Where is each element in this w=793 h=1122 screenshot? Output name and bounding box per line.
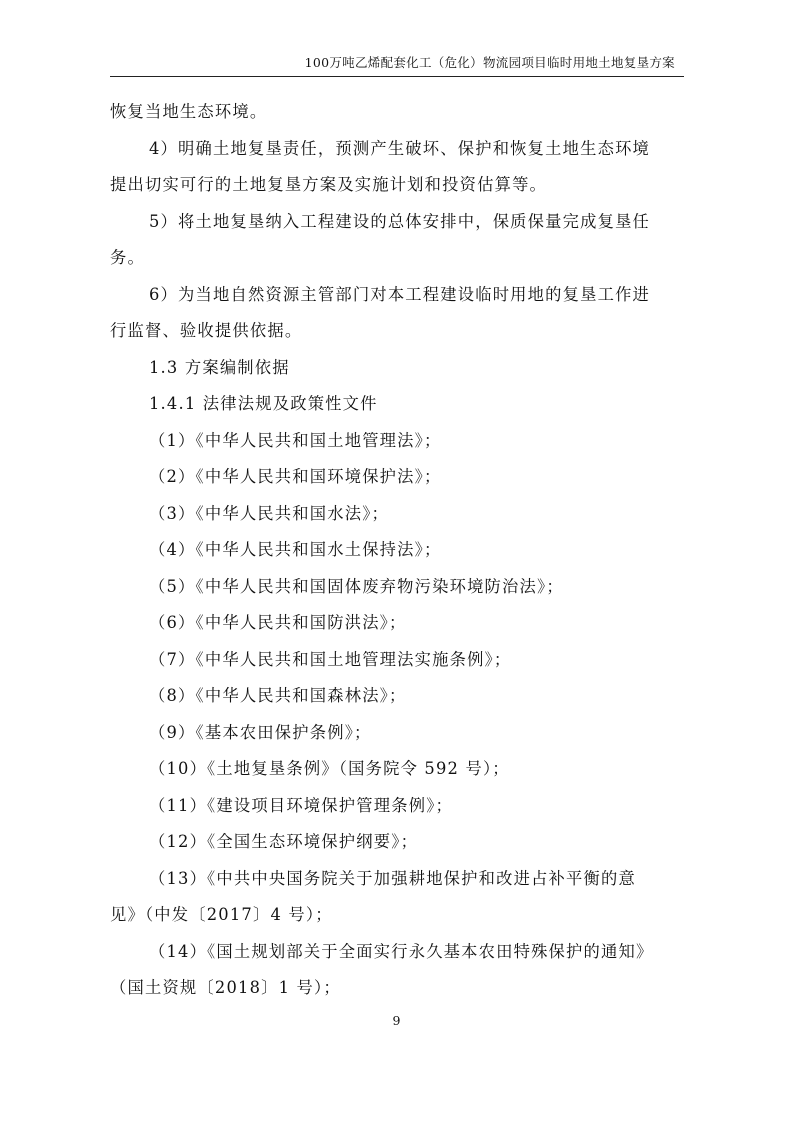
header-divider	[110, 76, 684, 77]
list-item: （14）《国土规划部关于全面实行永久基本农田特殊保护的通知》	[149, 941, 654, 961]
list-item: （13）《中共中央国务院关于加强耕地保护和改进占补平衡的意	[149, 868, 636, 888]
list-item: （7）《中华人民共和国土地管理法实施条例》；	[149, 649, 512, 669]
list-item: （3）《中华人民共和国水法》；	[149, 503, 390, 523]
running-header: 100万吨乙烯配套化工（危化）物流园项目临时用地土地复垦方案	[304, 55, 675, 70]
document-body	[110, 94, 684, 1007]
list-item: （10）《土地复垦条例》（国务院令 592 号）；	[149, 759, 510, 778]
body-line: 行监督、验收提供依据。	[110, 321, 303, 340]
body-line: 5）将土地复垦纳入工程建设的总体安排中，保质保量完成复垦任	[149, 211, 651, 231]
list-item: （5）《中华人民共和国固体废弃物污染环境防治法》；	[149, 576, 564, 596]
body-line: 提出切实可行的土地复垦方案及实施计划和投资估算等。	[110, 175, 548, 194]
list-item: （6）《中华人民共和国防洪法》；	[149, 613, 407, 632]
list-item: （1）《中华人民共和国土地管理法》；	[149, 430, 442, 450]
list-item: （11）《建设项目环境保护管理条例》；	[149, 795, 454, 815]
page-number: 9	[392, 1013, 401, 1028]
list-item: （9）《基本农田保护条例》；	[149, 722, 372, 742]
body-line: 4）明确土地复垦责任，预测产生破坏、保护和恢复土地生态环境	[149, 138, 651, 158]
list-item-continuation: （国土资规〔2018〕1 号）；	[110, 978, 341, 997]
list-item-continuation: 见》（中发〔2017〕4 号）；	[110, 905, 333, 924]
list-item: （4）《中华人民共和国水土保持法》；	[149, 540, 442, 559]
list-item: （12）《全国生态环境保护纲要》；	[149, 832, 419, 851]
list-item: （8）《中华人民共和国森林法》；	[149, 686, 407, 705]
list-item: （2）《中华人民共和国环境保护法》；	[149, 467, 442, 486]
section-heading: 1.3 方案编制依据	[149, 357, 290, 377]
subsection-heading: 1.4.1 法律法规及政策性文件	[149, 394, 378, 413]
body-line: 恢复当地生态环境。	[110, 102, 268, 121]
body-line: 务。	[110, 248, 145, 267]
body-line: 6）为当地自然资源主管部门对本工程建设临时用地的复垦工作进	[149, 284, 651, 304]
